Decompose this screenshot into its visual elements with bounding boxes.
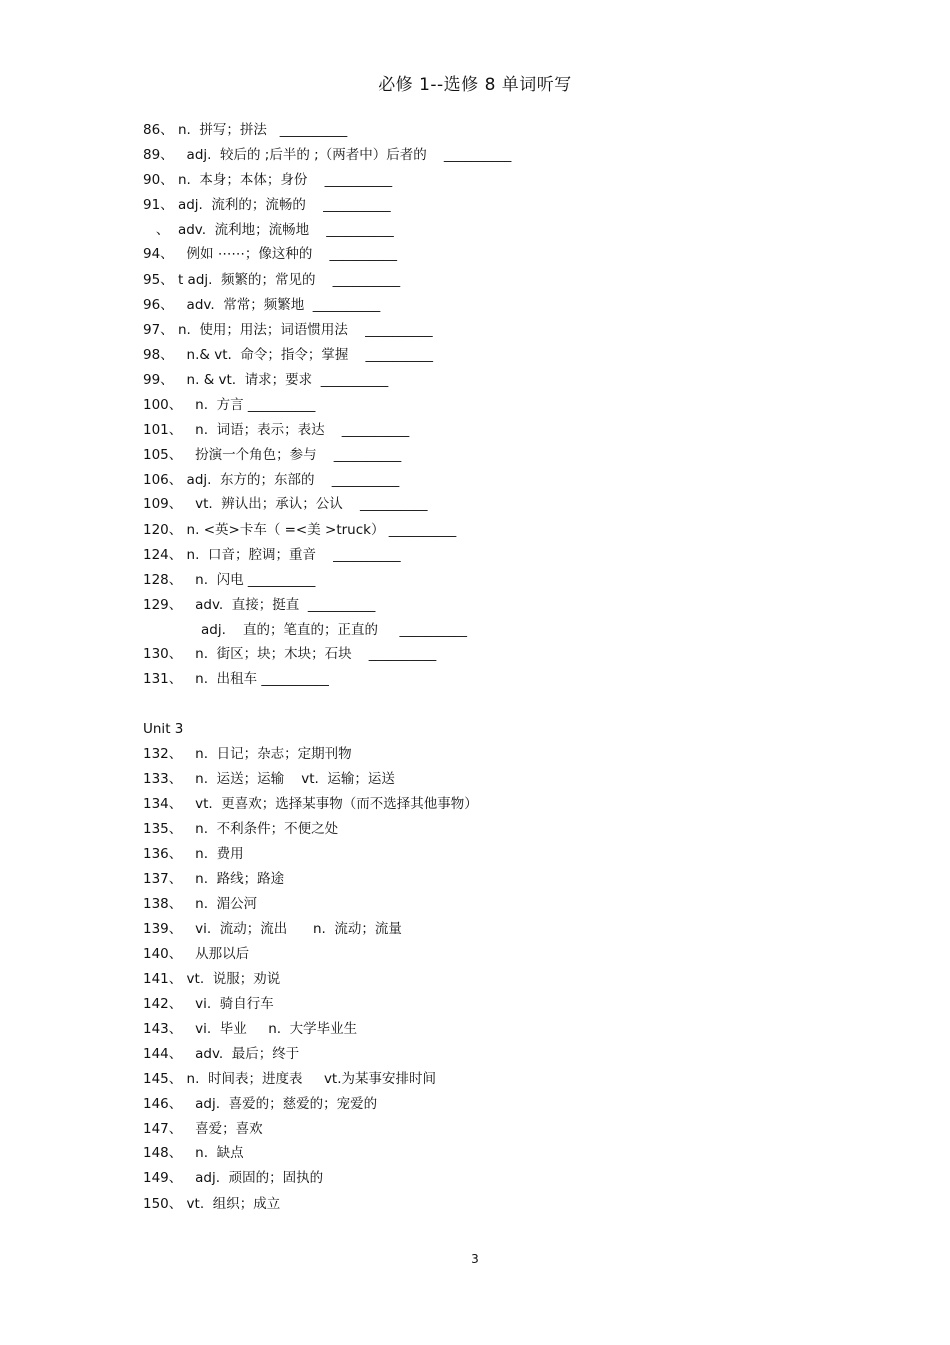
- entry-90: 90、 n. 本身；本体；身份 __________: [143, 172, 393, 188]
- entry-101: 101、 n. 词语；表示；表达 __________: [143, 422, 410, 438]
- entry-96: 96、 adv. 常常；频繁地 __________: [143, 297, 381, 313]
- entry-143: 143、 vi. 毕业 n. 大学毕业生: [143, 1021, 358, 1037]
- entry-97: 97、 n. 使用；用法；词语惯用法 __________: [143, 322, 433, 338]
- entry-128: 128、 n. 闪电 __________: [143, 572, 316, 588]
- entry-133: 133、 n. 运送；运输 vt. 运输；运送: [143, 771, 395, 787]
- entry-147: 147、 喜爱；喜欢: [143, 1121, 263, 1137]
- entry-86: 86、 n. 拼写；拼法 __________: [143, 122, 348, 138]
- entry-137: 137、 n. 路线；路途: [143, 871, 285, 887]
- entry-91: 91、 adj. 流利的；流畅的 __________: [143, 197, 391, 213]
- entry-136: 136、 n. 费用: [143, 846, 244, 862]
- entry-141: 141、 vt. 说服；劝说: [143, 971, 281, 987]
- unit3-heading: Unit 3: [143, 721, 184, 737]
- entry-unnumbered: 、 adv. 流利地；流畅地 __________: [143, 222, 394, 238]
- entry-148: 148、 n. 缺点: [143, 1145, 244, 1161]
- entry-106: 106、 adj. 东方的；东部的 __________: [143, 472, 400, 488]
- entry-135: 135、 n. 不利条件；不便之处: [143, 821, 339, 837]
- entry-120: 120、 n. <英>卡车（ =<美 >truck） __________: [143, 522, 457, 538]
- entry-129-adj: adj. 直的；笔直的；正直的 __________: [201, 622, 468, 638]
- entry-124: 124、 n. 口音；腔调；重音 __________: [143, 547, 401, 563]
- entry-130: 130、 n. 街区；块；木块；石块 __________: [143, 646, 437, 662]
- entry-132: 132、 n. 日记；杂志；定期刊物: [143, 746, 352, 762]
- page-title: 必修 1--选修 8 单词听写: [378, 75, 572, 95]
- entry-109: 109、 vt. 辨认出；承认；公认 __________: [143, 496, 428, 512]
- entry-139: 139、 vi. 流动；流出 n. 流动；流量: [143, 921, 402, 937]
- entry-98: 98、 n.& vt. 命令；指令；掌握 __________: [143, 347, 434, 363]
- entry-89: 89、 adj. 较后的 ;后半的 ;（两者中）后者的 __________: [143, 147, 512, 163]
- entry-149: 149、 adj. 顽固的；固执的: [143, 1170, 324, 1186]
- entry-131: 131、 n. 出租车 __________: [143, 671, 329, 687]
- entry-138: 138、 n. 湄公河: [143, 896, 258, 912]
- entry-105: 105、 扮演一个角色；参与 __________: [143, 447, 402, 463]
- page-number: 3: [471, 1252, 479, 1266]
- entry-129: 129、 adv. 直接；挺直 __________: [143, 597, 376, 613]
- entry-150: 150、 vt. 组织；成立: [143, 1196, 281, 1212]
- entry-146: 146、 adj. 喜爱的；慈爱的；宠爱的: [143, 1096, 378, 1112]
- entry-99: 99、 n. & vt. 请求；要求 __________: [143, 372, 389, 388]
- entry-145: 145、 n. 时间表；进度表 vt.为某事安排时间: [143, 1071, 437, 1087]
- entry-140: 140、 从那以后: [143, 946, 250, 962]
- entry-100: 100、 n. 方言 __________: [143, 397, 316, 413]
- entry-134: 134、 vt. 更喜欢；选择某事物（而不选择其他事物）: [143, 796, 478, 812]
- entry-95: 95、 t adj. 频繁的；常见的 __________: [143, 272, 401, 288]
- entry-144: 144、 adv. 最后；终于: [143, 1046, 300, 1062]
- entry-94: 94、 例如 ⋯⋯；像这种的 __________: [143, 246, 398, 262]
- entry-142: 142、 vi. 骑自行车: [143, 996, 274, 1012]
